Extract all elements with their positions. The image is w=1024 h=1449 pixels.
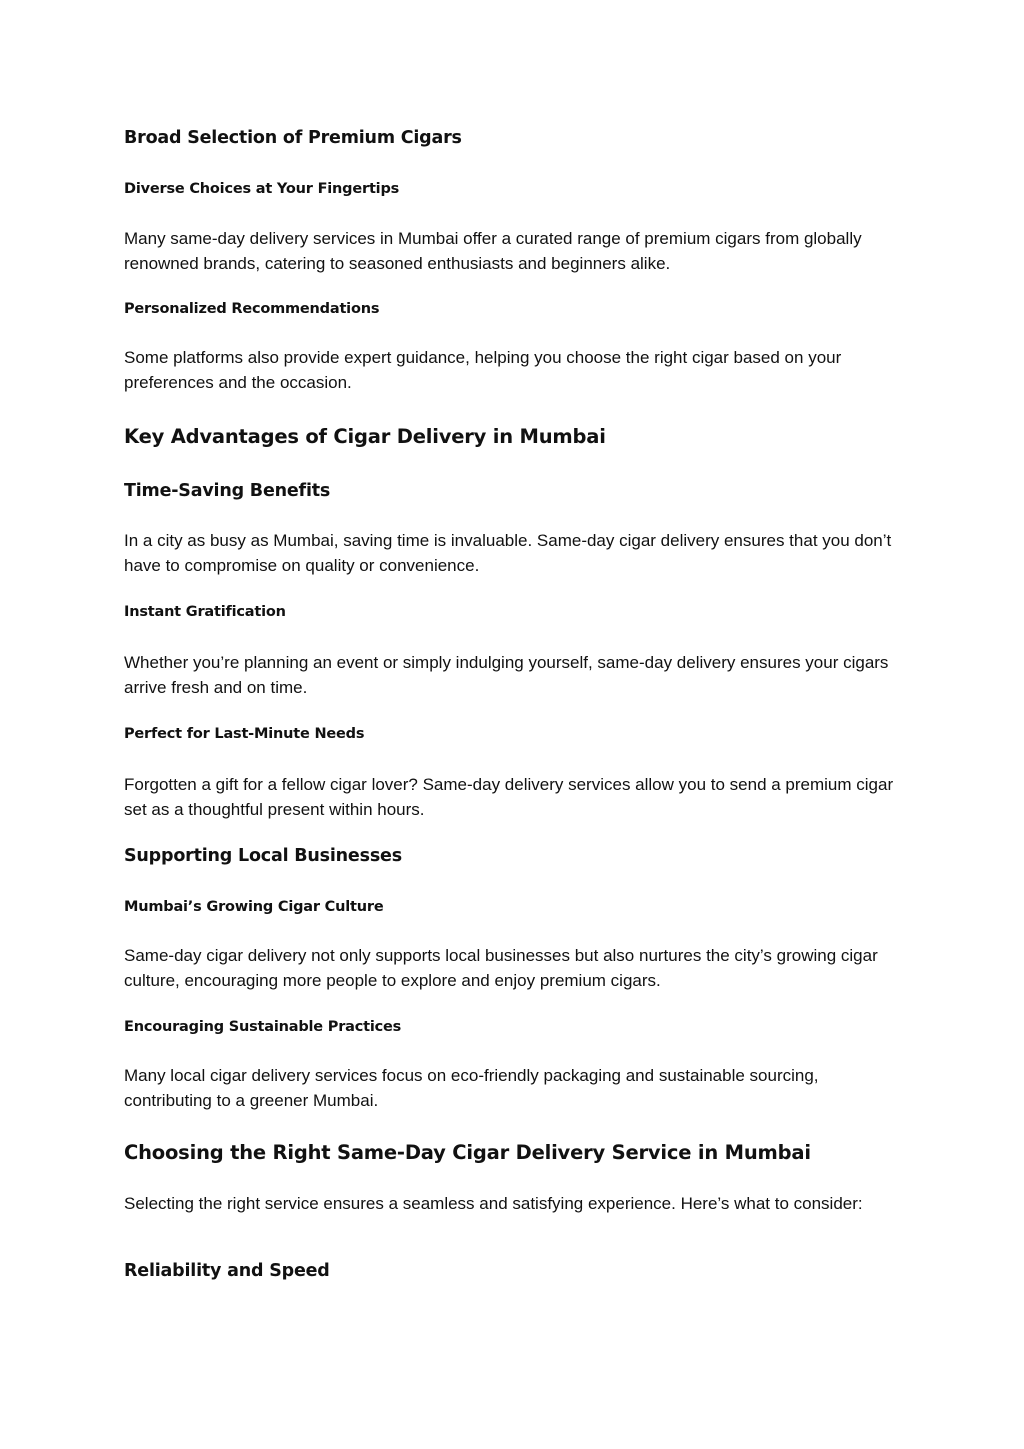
paragraph-sustainable-practices: Many local cigar delivery services focus on eco-friendly packaging and sustainable sourcing, contributing to a greener Mumbai. xyxy=(124,1066,819,1110)
paragraph-personalized-recommendations: Some platforms also provide expert guidance, helping you choose the right cigar based on your preferences and the occasion. xyxy=(124,348,842,392)
paragraph-last-minute-needs: Forgotten a gift for a fellow cigar lover? Same-day delivery services allow you to send a premium cigar set as a thoughtful present within hours. xyxy=(124,775,894,819)
subheading-time-saving: Time-Saving Benefits xyxy=(124,481,331,501)
subheading-reliability-speed: Reliability and Speed xyxy=(124,1261,330,1281)
section-heading-choosing-service: Choosing the Right Same-Day Cigar Delivery Service in Mumbai xyxy=(124,1141,811,1164)
section-heading-supporting-local: Supporting Local Businesses xyxy=(124,846,402,866)
subheading-diverse-choices: Diverse Choices at Your Fingertips xyxy=(124,181,400,197)
section-heading-broad-selection: Broad Selection of Premium Cigars xyxy=(124,128,462,148)
subheading-last-minute-needs: Perfect for Last-Minute Needs xyxy=(124,726,365,742)
subheading-personalized-recommendations: Personalized Recommendations xyxy=(124,301,380,317)
paragraph-choosing-intro: Selecting the right service ensures a seamless and satisfying experience. Here’s what to consider: xyxy=(124,1194,863,1213)
subheading-growing-cigar-culture: Mumbai’s Growing Cigar Culture xyxy=(124,899,384,915)
paragraph-time-saving: In a city as busy as Mumbai, saving time is invaluable. Same-day cigar delivery ensures that you don’t have to compromise on quality or convenience. xyxy=(124,531,892,575)
subheading-sustainable-practices: Encouraging Sustainable Practices xyxy=(124,1019,402,1035)
paragraph-instant-gratification: Whether you’re planning an event or simply indulging yourself, same-day delivery ensures your cigars arrive fresh and on time. xyxy=(124,653,889,697)
section-heading-key-advantages: Key Advantages of Cigar Delivery in Mumbai xyxy=(124,425,606,448)
paragraph-diverse-choices: Many same-day delivery services in Mumbai offer a curated range of premium cigars from globally renowned brands, catering to seasoned enthusiasts and beginners alike. xyxy=(124,229,862,273)
paragraph-growing-cigar-culture: Same-day cigar delivery not only supports local businesses but also nurtures the city’s growing cigar culture, encouraging more people to explore and enjoy premium cigars. xyxy=(124,946,878,990)
subheading-instant-gratification: Instant Gratification xyxy=(124,604,286,620)
